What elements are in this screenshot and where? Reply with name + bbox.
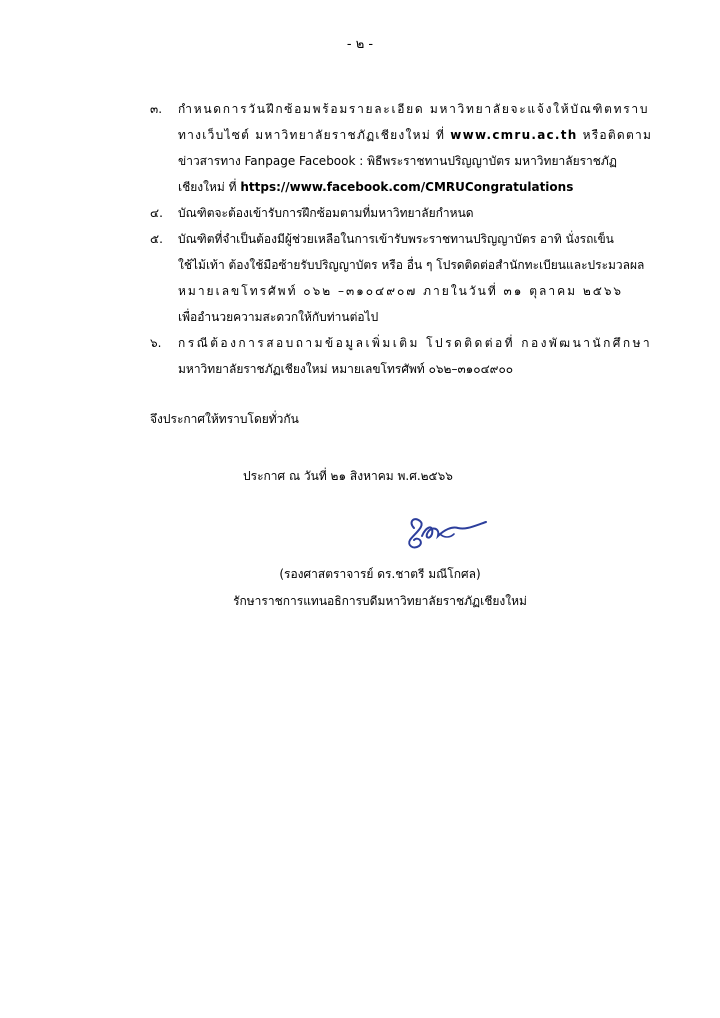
item-line: ใช้ไม้เท้า ต้องใช้มือซ้ายรับปริญญาบัตร หรือ อื่น ๆ โปรดติดต่อสำนักทะเบียนและประมวลผล — [178, 258, 645, 272]
item-line: บัณฑิตจะต้องเข้ารับการฝึกซ้อมตามที่มหาวิทยาลัยกำหนด — [178, 206, 474, 220]
signature-image — [400, 508, 490, 554]
signer-name: (รองศาสตราจารย์ ดร.ชาตรี มณีโกศล) — [279, 567, 481, 581]
item-line: หมายเลขโทรศัพท์ ๐๖๒ –๓๑๐๔๙๐๗ ภายในวันที่ ๓๑ ตุลาคม ๒๕๖๖ — [178, 284, 624, 298]
website-link[interactable]: www.cmru.ac.th — [450, 128, 578, 142]
item-number: ๔. — [150, 206, 163, 220]
item-line: ข่าวสารทาง Fanpage Facebook : พิธีพระราชทานปริญญาบัตร มหาวิทยาลัยราชภัฏ — [178, 154, 617, 168]
item-line: บัณฑิตที่จำเป็นต้องมีผู้ช่วยเหลือในการเข้ารับพระราชทานปริญญาบัตร อาทิ นั่งรถเข็น — [178, 232, 614, 246]
page-number: - ๒ - — [346, 37, 374, 52]
item-number: ๖. — [150, 336, 162, 350]
item-line: ทางเว็บไซต์ มหาวิทยาลัยราชภัฏเชียงใหม่ ที่ www.cmru.ac.th หรือติดตาม — [178, 128, 653, 142]
item-number: ๓. — [150, 102, 163, 116]
item-line: กำหนดการวันฝึกซ้อมพร้อมรายละเอียด มหาวิทยาลัยจะแจ้งให้บัณฑิตทราบ — [178, 102, 650, 116]
facebook-link[interactable]: https://www.facebook.com/CMRUCongratulations — [240, 180, 574, 194]
item-line: เพื่ออำนวยความสะดวกให้กับท่านต่อไป — [178, 310, 379, 324]
signer-title: รักษาราชการแทนอธิการบดีมหาวิทยาลัยราชภัฏเชียงใหม่ — [233, 594, 527, 608]
item-line: เชียงใหม่ ที่ https://www.facebook.com/CMRUCongratulations — [178, 180, 574, 194]
item-number: ๕. — [150, 232, 163, 246]
announcement-date: ประกาศ ณ วันที่ ๒๑ สิงหาคม พ.ศ.๒๕๖๖ — [243, 469, 453, 483]
closing-statement: จึงประกาศให้ทราบโดยทั่วกัน — [150, 412, 299, 426]
item-line: กรณีต้องการสอบถามข้อมูลเพิ่มเติม โปรดติดต่อที่ กองพัฒนานักศึกษา — [178, 336, 653, 350]
item-line: มหาวิทยาลัยราชภัฏเชียงใหม่ หมายเลขโทรศัพท์ ๐๖๒–๓๑๐๔๙๐๐ — [178, 362, 514, 376]
